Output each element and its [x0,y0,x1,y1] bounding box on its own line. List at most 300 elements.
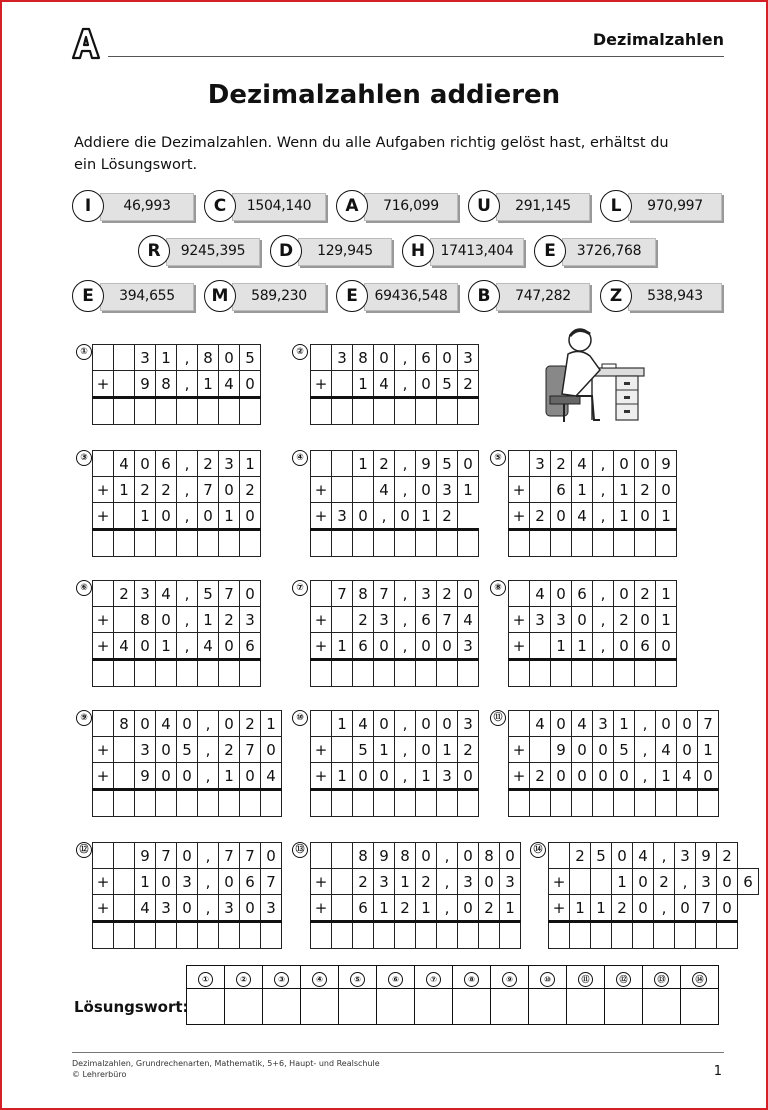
answer-cell[interactable] [437,398,458,425]
grid-cell: 0 [156,607,177,633]
answer-cell[interactable] [395,660,416,687]
grid-cell: 8 [395,843,416,869]
grid-row [549,895,759,922]
problem-grid-1 [92,344,261,425]
answer-cell[interactable] [458,660,479,687]
answer-row[interactable] [311,660,479,687]
answer-cell[interactable] [311,660,332,687]
answer-cell[interactable] [114,790,135,817]
answer-cell[interactable] [509,660,530,687]
answer-cell[interactable] [135,530,156,557]
answer-cell[interactable] [395,398,416,425]
grid-cell: 4 [374,371,395,398]
grid-cell: 6 [416,345,437,371]
answer-cell[interactable] [551,660,572,687]
solution-number-cell [415,966,453,989]
answer-cell[interactable] [509,530,530,557]
solution-letter-box[interactable] [567,989,605,1025]
problem-number: ④ [292,450,308,466]
answer-key-value: 970,997 [647,198,703,214]
answer-cell[interactable] [156,922,177,949]
answer-cell[interactable] [353,660,374,687]
grid-cell: + [93,477,114,503]
answer-cell[interactable] [332,398,353,425]
answer-cell[interactable] [570,922,591,949]
solution-letter-box[interactable] [529,989,567,1025]
grid-cell: 7 [261,869,282,895]
answer-cell[interactable] [114,398,135,425]
grid-cell: 6 [156,451,177,477]
grid-row [311,345,479,371]
answer-key-letter: E [534,235,566,267]
answer-key-value: 716,099 [383,198,439,214]
solution-letter-box[interactable] [605,989,643,1025]
answer-cell[interactable] [479,922,500,949]
grid-row [93,477,261,503]
answer-cell[interactable] [416,922,437,949]
grid-cell: 3 [500,869,521,895]
grid-cell: 0 [437,711,458,737]
answer-row[interactable] [509,660,677,687]
answer-row[interactable] [93,660,261,687]
answer-cell[interactable] [437,660,458,687]
answer-cell[interactable] [261,922,282,949]
grid-cell: , [395,737,416,763]
solution-number-cell [225,966,263,989]
answer-cell[interactable] [635,660,656,687]
grid-cell: 9 [374,843,395,869]
grid-cell: 2 [374,451,395,477]
answer-cell[interactable] [614,530,635,557]
answer-cell[interactable] [219,790,240,817]
grid-cell: , [198,737,219,763]
problem-number: ① [76,344,92,360]
grid-cell: 3 [593,711,614,737]
answer-cell[interactable] [458,922,479,949]
answer-cell[interactable] [675,922,696,949]
answer-cell[interactable] [177,398,198,425]
answer-cell[interactable] [395,530,416,557]
grid-cell: 3 [530,607,551,633]
solution-letter-box[interactable] [453,989,491,1025]
answer-cell[interactable] [135,922,156,949]
grid-cell: 4 [633,843,654,869]
answer-cell[interactable] [93,398,114,425]
grid-cell: 0 [416,843,437,869]
answer-cell[interactable] [93,530,114,557]
grid-cell: 4 [353,711,374,737]
solution-letter-box[interactable] [339,989,377,1025]
answer-key-letter: E [336,280,368,312]
grid-cell: 0 [437,345,458,371]
grid-cell [93,451,114,477]
grid-cell: 3 [135,737,156,763]
solution-number-cell [529,966,567,989]
answer-cell[interactable] [114,530,135,557]
answer-cell[interactable] [416,398,437,425]
grid-cell: + [311,869,332,895]
answer-cell[interactable] [332,790,353,817]
answer-cell[interactable] [656,790,677,817]
grid-cell: + [509,607,530,633]
grid-row [311,451,479,477]
grid-cell: , [395,477,416,503]
answer-cell[interactable] [177,660,198,687]
solution-letter-box[interactable] [263,989,301,1025]
solution-number: ⑤ [350,972,365,987]
answer-cell[interactable] [156,790,177,817]
grid-row [93,895,282,922]
grid-cell: , [437,843,458,869]
grid-cell: 3 [374,607,395,633]
grid-cell: 0 [500,843,521,869]
answer-cell[interactable] [198,790,219,817]
answer-cell[interactable] [509,790,530,817]
grid-row [509,633,677,660]
grid-cell: 0 [240,763,261,790]
answer-cell[interactable] [311,398,332,425]
answer-cell[interactable] [177,922,198,949]
grid-cell: 4 [374,477,395,503]
answer-cell[interactable] [656,530,677,557]
answer-cell[interactable] [635,530,656,557]
solution-letter-box[interactable] [187,989,225,1025]
grid-cell: 4 [219,371,240,398]
grid-cell [114,737,135,763]
grid-cell: , [177,633,198,660]
grid-cell: 0 [698,763,719,790]
grid-cell: 0 [614,581,635,607]
answer-cell[interactable] [654,922,675,949]
answer-cell[interactable] [353,398,374,425]
answer-cell[interactable] [353,922,374,949]
answer-cell[interactable] [198,530,219,557]
grid-cell: 0 [675,895,696,922]
answer-cell[interactable] [374,530,395,557]
grid-cell: , [177,451,198,477]
grid-cell: 7 [219,843,240,869]
grid-cell: , [395,345,416,371]
grid-cell: 5 [591,843,612,869]
answer-cell[interactable] [395,922,416,949]
grid-cell: , [395,763,416,790]
grid-cell: 1 [656,763,677,790]
grid-cell: 7 [156,843,177,869]
grid-cell [530,477,551,503]
solution-letter-box[interactable] [681,989,719,1025]
answer-row[interactable] [311,398,479,425]
grid-cell: 2 [219,607,240,633]
grid-cell: 2 [437,503,458,530]
grid-cell: 4 [198,633,219,660]
grid-cell: 8 [198,345,219,371]
answer-cell[interactable] [717,922,738,949]
grid-cell: 2 [530,503,551,530]
grid-cell: 0 [240,503,261,530]
grid-cell: + [311,895,332,922]
answer-key-letter: U [468,190,500,222]
answer-cell[interactable] [374,790,395,817]
grid-row [509,737,719,763]
grid-cell: 0 [551,763,572,790]
answer-cell[interactable] [311,790,332,817]
answer-key-letter: I [72,190,104,222]
answer-cell[interactable] [614,790,635,817]
grid-cell: 2 [530,763,551,790]
answer-cell[interactable] [593,660,614,687]
grid-cell: 3 [437,477,458,503]
solution-number-cell [339,966,377,989]
answer-cell[interactable] [572,660,593,687]
grid-cell: 4 [458,607,479,633]
answer-cell[interactable] [458,530,479,557]
grid-cell: 0 [219,633,240,660]
grid-cell: 2 [458,737,479,763]
grid-cell: 6 [240,869,261,895]
grid-cell [114,371,135,398]
problem-number: ⑤ [490,450,506,466]
answer-cell[interactable] [332,660,353,687]
answer-cell[interactable] [593,530,614,557]
answer-cell[interactable] [177,530,198,557]
solution-letter-box[interactable] [643,989,681,1025]
grid-cell: , [198,711,219,737]
answer-cell[interactable] [530,790,551,817]
answer-key-letter: R [138,235,170,267]
grid-cell: 3 [551,607,572,633]
answer-cell[interactable] [219,660,240,687]
grid-cell: 4 [261,763,282,790]
solution-table [186,965,719,1025]
answer-cell[interactable] [437,530,458,557]
answer-cell[interactable] [416,790,437,817]
grid-cell: 1 [261,711,282,737]
grid-cell: , [675,869,696,895]
grid-cell: 2 [240,711,261,737]
answer-cell[interactable] [551,790,572,817]
answer-cell[interactable] [198,660,219,687]
grid-cell [509,451,530,477]
grid-cell: 0 [437,633,458,660]
grid-cell: 0 [219,711,240,737]
grid-cell: 3 [458,345,479,371]
answer-cell[interactable] [698,790,719,817]
grid-cell: 0 [353,503,374,530]
answer-cell[interactable] [458,398,479,425]
answer-row[interactable] [311,790,479,817]
grid-cell: 6 [353,895,374,922]
answer-cell[interactable] [591,922,612,949]
answer-cell[interactable] [332,530,353,557]
grid-cell: 1 [570,895,591,922]
answer-cell[interactable] [177,790,198,817]
answer-cell[interactable] [437,922,458,949]
answer-cell[interactable] [240,660,261,687]
answer-cell[interactable] [311,922,332,949]
grid-cell: 3 [458,633,479,660]
page-number: 1 [713,1064,722,1079]
grid-cell: , [593,633,614,660]
grid-cell: 1 [500,895,521,922]
answer-cell[interactable] [549,922,570,949]
grid-cell: 1 [656,581,677,607]
grid-cell: 0 [656,711,677,737]
answer-cell[interactable] [612,922,633,949]
answer-row[interactable] [93,922,282,949]
answer-cell[interactable] [198,922,219,949]
answer-row[interactable] [93,790,282,817]
grid-cell: 1 [416,895,437,922]
answer-cell[interactable] [572,530,593,557]
answer-cell[interactable] [93,660,114,687]
grid-cell: 5 [177,737,198,763]
answer-cell[interactable] [332,922,353,949]
grid-cell: 2 [198,451,219,477]
answer-cell[interactable] [500,922,521,949]
grid-cell: 2 [395,895,416,922]
solution-letter-box[interactable] [377,989,415,1025]
grid-cell: 3 [416,581,437,607]
grid-cell: 8 [353,345,374,371]
answer-cell[interactable] [93,790,114,817]
answer-key-value: 129,945 [317,243,373,259]
answer-cell[interactable] [374,398,395,425]
answer-row[interactable] [93,530,261,557]
problem-grid-5 [508,450,677,557]
grid-row [311,477,479,503]
answer-row[interactable] [509,790,719,817]
grid-cell [93,581,114,607]
grid-cell: 3 [261,895,282,922]
grid-cell: 1 [572,477,593,503]
answer-row[interactable] [509,530,677,557]
answer-cell[interactable] [374,922,395,949]
answer-cell[interactable] [240,922,261,949]
grid-cell: + [509,763,530,790]
grid-cell: , [177,477,198,503]
answer-key-letter: H [402,235,434,267]
grid-cell: 1 [114,477,135,503]
answer-cell[interactable] [593,790,614,817]
grid-cell: 1 [198,607,219,633]
answer-cell[interactable] [219,922,240,949]
grid-cell: 8 [353,843,374,869]
grid-cell [114,503,135,530]
grid-cell: + [93,869,114,895]
answer-cell[interactable] [437,790,458,817]
answer-key-value: 69436,548 [374,288,448,304]
answer-cell[interactable] [135,398,156,425]
grid-cell: 3 [458,869,479,895]
answer-key-2 [204,190,328,222]
answer-cell[interactable] [135,790,156,817]
problem-number: ⑬ [292,842,308,858]
answer-cell[interactable] [677,790,698,817]
problem-grid-14 [548,842,759,949]
answer-cell[interactable] [530,660,551,687]
answer-cell[interactable] [635,790,656,817]
answer-cell[interactable] [458,790,479,817]
answer-cell[interactable] [114,922,135,949]
answer-cell[interactable] [240,398,261,425]
solution-letter-box[interactable] [301,989,339,1025]
grid-row [311,711,479,737]
answer-cell[interactable] [633,922,654,949]
answer-key-letter: Z [600,280,632,312]
grid-cell [332,895,353,922]
answer-row[interactable] [311,530,479,557]
answer-key-value: 46,993 [123,198,171,214]
answer-cell[interactable] [416,660,437,687]
problem-grid-2 [310,344,479,425]
answer-cell[interactable] [551,530,572,557]
grid-cell [509,581,530,607]
grid-cell: 0 [156,737,177,763]
grid-cell: 0 [156,763,177,790]
grid-cell: 1 [416,503,437,530]
answer-cell[interactable] [572,790,593,817]
answer-row[interactable] [93,398,261,425]
answer-cell[interactable] [219,530,240,557]
grid-cell: 4 [530,581,551,607]
solution-letter-box[interactable] [415,989,453,1025]
solution-letter-box[interactable] [225,989,263,1025]
problem-grid-10 [310,710,479,817]
answer-cell[interactable] [696,922,717,949]
answer-cell[interactable] [240,790,261,817]
grid-cell: 2 [551,451,572,477]
answer-key-value: 3726,768 [576,243,642,259]
answer-cell[interactable] [240,530,261,557]
grid-row [549,843,759,869]
grid-cell: 5 [353,737,374,763]
solution-letter-box[interactable] [491,989,529,1025]
grid-cell [93,711,114,737]
answer-cell[interactable] [93,922,114,949]
answer-cell[interactable] [156,398,177,425]
answer-cell[interactable] [114,660,135,687]
problem-number: ⑦ [292,580,308,596]
grid-cell: , [395,371,416,398]
answer-cell[interactable] [353,790,374,817]
answer-cell[interactable] [311,530,332,557]
answer-row[interactable] [311,922,521,949]
answer-cell[interactable] [374,660,395,687]
problem-grid-12 [92,842,282,949]
grid-cell: 1 [219,503,240,530]
answer-cell[interactable] [416,530,437,557]
answer-cell[interactable] [530,530,551,557]
answer-cell[interactable] [261,790,282,817]
answer-cell[interactable] [156,660,177,687]
answer-cell[interactable] [219,398,240,425]
grid-cell: , [198,895,219,922]
grid-cell: 8 [479,843,500,869]
answer-cell[interactable] [198,398,219,425]
grid-row [311,843,521,869]
answer-row[interactable] [549,922,759,949]
solution-number-cell [301,966,339,989]
answer-cell[interactable] [353,530,374,557]
grid-cell: 5 [198,581,219,607]
grid-cell: 1 [156,345,177,371]
answer-cell[interactable] [614,660,635,687]
grid-cell: 2 [353,869,374,895]
answer-cell[interactable] [156,530,177,557]
answer-cell[interactable] [656,660,677,687]
answer-cell[interactable] [395,790,416,817]
answer-cell[interactable] [135,660,156,687]
